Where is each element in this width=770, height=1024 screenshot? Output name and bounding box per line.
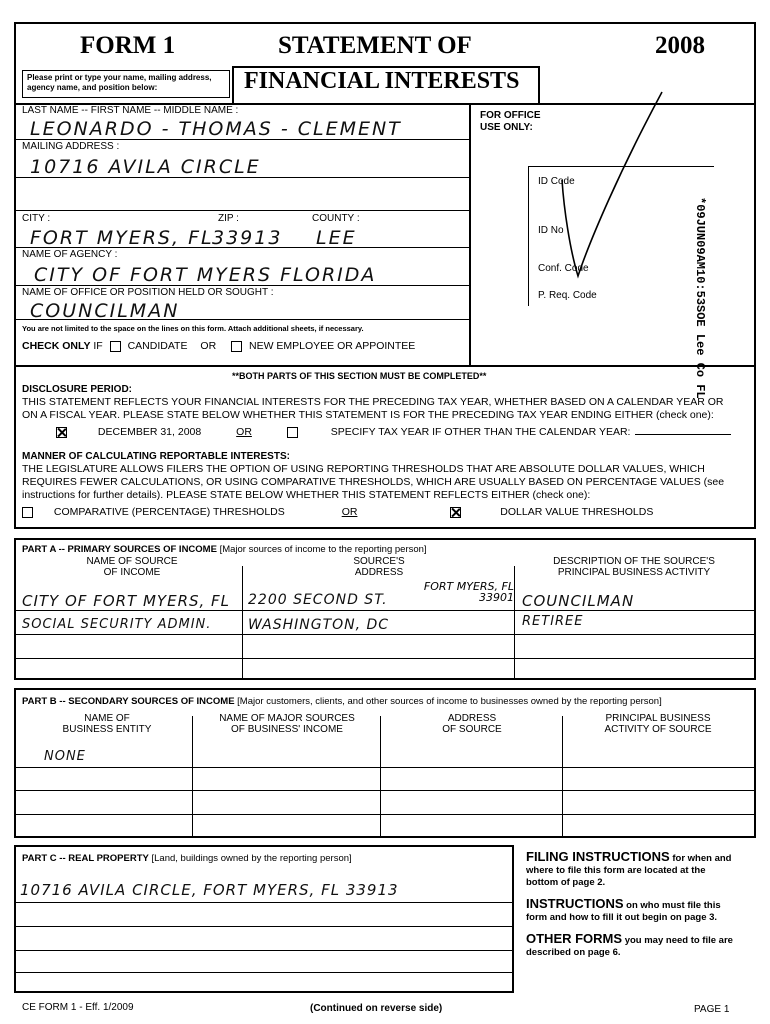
agency-line — [14, 285, 469, 286]
part-a-row-line-1 — [14, 610, 756, 611]
dollar-checkbox[interactable] — [450, 507, 461, 518]
limit-note: You are not limited to the space on the lines on this form. Attach additional sheets, if necessary. — [22, 324, 364, 333]
part-b-row-line-2 — [14, 790, 756, 791]
part-b-col3-head — [382, 713, 562, 735]
candidate-label: CANDIDATE — [127, 340, 188, 352]
specify-label: SPECIFY TAX YEAR IF OTHER THAN THE CALENDAR YEAR: — [330, 426, 631, 438]
footer-continued: (Continued on reverse side) — [310, 1003, 443, 1014]
new-employee-checkbox[interactable] — [231, 341, 242, 352]
name-line — [14, 139, 469, 140]
part-a-title-row — [22, 544, 427, 555]
other-text: you may need to file are described on page 6. — [526, 935, 733, 958]
part-b-col3-line1: ADDRESS — [447, 713, 497, 724]
part-c-line-2 — [14, 926, 514, 927]
part-a-col3-line2: PRINCIPAL BUSINESS ACTIVITY — [557, 567, 711, 578]
part-a-vline-1 — [242, 566, 243, 680]
part-b-col3-line2: OF SOURCE — [442, 724, 502, 735]
disclosure-period-title: DISCLOSURE PERIOD: — [22, 384, 133, 395]
city-value[interactable]: FORT MYERS, FL — [30, 227, 214, 249]
form-title-line1: STATEMENT OF — [278, 32, 472, 59]
other-head: OTHER FORMS — [526, 931, 623, 946]
part-a-col3-line1: DESCRIPTION OF THE SOURCE'S — [553, 556, 715, 567]
mailing-label: MAILING ADDRESS : — [22, 141, 120, 152]
instr-text: on who must file this form and how to fill it out begin on page 3. — [526, 900, 721, 923]
part-a-subtitle: [Major sources of income to the reporting person] — [219, 544, 427, 555]
part-a-row2-activity[interactable]: RETIREE — [522, 614, 584, 629]
method-text: THE LEGISLATURE ALLOWS FILERS THE OPTION OF USING REPORTING THRESHOLDS THAT ARE ABSOLUTE DOLLAR VALUES, WHICH REQUIRES FEWER CALCULATIONS, OR USING COMPARATIVE THRESHOLDS, WHICH ARE USUALLY BASED ON PERCENTAGE VALUES (see instructions for further details). PLEASE STATE BELOW WHETHER THIS STATEMENT REFLECTS EITHER (check one): — [22, 463, 725, 501]
specify-line[interactable] — [635, 434, 731, 435]
p-req-code-label: P. Req. Code — [538, 290, 597, 301]
footer-page: PAGE 1 — [694, 1004, 730, 1015]
check-if-label: IF — [93, 340, 103, 352]
check-only-row — [22, 340, 415, 352]
part-b-col1-head — [22, 713, 192, 735]
part-c-line-1 — [14, 902, 514, 903]
part-b-col4-line1: PRINCIPAL BUSINESS — [605, 713, 711, 724]
candidate-checkbox[interactable] — [110, 341, 121, 352]
part-b-col2-line2: OF BUSINESS' INCOME — [231, 724, 343, 735]
part-a-row-line-2 — [14, 634, 756, 635]
threshold-or-label: OR — [341, 506, 358, 518]
method-title: MANNER OF CALCULATING REPORTABLE INTERESTS: — [22, 451, 290, 462]
name-label: LAST NAME -- FIRST NAME -- MIDDLE NAME : — [22, 105, 239, 116]
part-a-row1-name[interactable]: CITY OF FORT MYERS, FL — [22, 592, 231, 610]
footer-form-id: CE FORM 1 - Eff. 1/2009 — [22, 1002, 134, 1013]
part-a-col3-head — [516, 556, 752, 578]
city-label: CITY : — [22, 213, 51, 224]
check-mark-signature — [550, 80, 670, 290]
part-a-row2-name[interactable]: SOCIAL SECURITY ADMIN. — [22, 617, 212, 632]
check-only-label: CHECK ONLY — [22, 340, 91, 352]
conf-code-label: Conf. Code — [538, 263, 589, 274]
part-a-row2-address[interactable]: WASHINGTON, DC — [248, 617, 390, 633]
part-b-col4-line2: ACTIVITY OF SOURCE — [604, 724, 712, 735]
december-checkbox[interactable] — [56, 427, 67, 438]
part-a-title: PART A -- PRIMARY SOURCES OF INCOME — [22, 544, 217, 555]
part-b-row-line-1 — [14, 767, 756, 768]
agency-value[interactable]: CITY OF FORT MYERS FLORIDA — [34, 264, 377, 286]
part-a-row1-activity[interactable]: COUNCILMAN — [522, 592, 635, 610]
part-a-col1-head — [22, 556, 242, 578]
part-c-line-3 — [14, 950, 514, 951]
id-code-label: ID Code — [538, 176, 575, 187]
check-or-label: OR — [200, 340, 217, 352]
zip-label: ZIP : — [218, 213, 239, 224]
disclosure-period-text: THIS STATEMENT REFLECTS YOUR FINANCIAL INTERESTS FOR THE PRECEDING TAX YEAR, WHETHER BASED ON A CALENDAR YEAR OR ON A FISCAL YEAR. PLEASE STATE BELOW WHETHER THIS STATEMENT IS FOR THE PRECEDING TAX YEAR ENDING EITHER (check one): — [22, 396, 724, 421]
new-employee-label: NEW EMPLOYEE OR APPOINTEE — [249, 340, 416, 352]
filing-instructions — [526, 851, 736, 889]
other-forms — [526, 933, 736, 959]
zip-value[interactable]: 33913 — [212, 227, 283, 249]
part-b-title-row — [22, 696, 662, 707]
instructions-panel — [526, 851, 736, 959]
part-b-vline-2 — [380, 716, 381, 838]
office-use-label-1: FOR OFFICE — [480, 110, 541, 121]
part-a-row1-address2[interactable]: FORT MYERS, FL 33901 — [423, 580, 514, 604]
id-no-label: ID No — [538, 225, 564, 236]
specify-checkbox[interactable] — [287, 427, 298, 438]
part-b-col2-line1: NAME OF MAJOR SOURCES — [219, 713, 355, 724]
part-c-title-row — [22, 853, 352, 864]
form-title-line2: FINANCIAL INTERESTS — [244, 68, 520, 94]
filing-text: for when and where to file this form are located at the bottom of page 2. — [526, 853, 732, 888]
dollar-label: DOLLAR VALUE THRESHOLDS — [500, 506, 654, 518]
part-b-title: PART B -- SECONDARY SOURCES OF INCOME — [22, 696, 235, 707]
part-b-col1-line2: BUSINESS ENTITY — [62, 724, 152, 735]
part-a-row1-address[interactable]: 2200 SECOND ST. — [248, 592, 388, 608]
tax-or-label: OR — [236, 426, 252, 438]
city-line — [14, 247, 469, 248]
form-year: 2008 — [655, 32, 705, 59]
mailing-line — [14, 177, 469, 178]
office-label: NAME OF OFFICE OR POSITION HELD OR SOUGHT : — [22, 287, 274, 298]
part-c-title: PART C -- REAL PROPERTY — [22, 853, 149, 864]
part-a-vline-2 — [514, 566, 515, 680]
part-b-entry[interactable]: NONE — [44, 749, 86, 764]
instr-head: INSTRUCTIONS — [526, 896, 624, 911]
tax-year-row — [56, 426, 731, 438]
instruction-note: Please print or type your name, mailing address, agency name, and position below: — [27, 73, 212, 92]
part-a-row-line-3 — [14, 658, 756, 659]
instructions-block — [526, 898, 736, 924]
december-label: DECEMBER 31, 2008 — [97, 426, 202, 438]
part-c-subtitle: [Land, buildings owned by the reporting person] — [151, 853, 352, 864]
part-a-col2-line1: SOURCE'S — [353, 556, 405, 567]
filing-head: FILING INSTRUCTIONS — [526, 849, 670, 864]
mailing-value[interactable]: 10716 AVILA CIRCLE — [30, 156, 261, 178]
office-use-label-2: USE ONLY: — [480, 122, 533, 133]
part-c-line-4 — [14, 972, 514, 973]
part-b-subtitle: [Major customers, clients, and other sources of income to businesses owned by the reporting person] — [237, 696, 662, 707]
instruction-note-box — [22, 70, 230, 98]
part-a-col2-head — [244, 556, 514, 578]
comparative-label: COMPARATIVE (PERCENTAGE) THRESHOLDS — [53, 506, 285, 518]
part-a-col2-line2: ADDRESS — [354, 567, 404, 578]
part-c-entry[interactable]: 10716 AVILA CIRCLE, FORT MYERS, FL 33913 — [20, 881, 399, 899]
part-b-col2-head — [194, 713, 380, 735]
part-b-col4-head — [564, 713, 752, 735]
part-b-vline-3 — [562, 716, 563, 838]
part-b-col1-line1: NAME OF — [84, 713, 130, 724]
comparative-checkbox[interactable] — [22, 507, 33, 518]
part-a-col1-line1: NAME OF SOURCE — [86, 556, 178, 567]
mailing-line-2 — [14, 210, 469, 211]
office-value[interactable]: COUNCILMAN — [30, 300, 180, 322]
received-stamp: *09JUN09AM10:53SOE Lee Co FL — [693, 197, 707, 399]
form-number: FORM 1 — [80, 32, 176, 59]
part-c-box — [14, 845, 514, 993]
county-value[interactable]: LEE — [316, 227, 357, 249]
filer-right-border — [469, 103, 471, 367]
part-b-vline-1 — [192, 716, 193, 838]
office-use-vrule — [528, 166, 529, 306]
office-line — [14, 319, 469, 320]
threshold-row — [22, 506, 653, 518]
county-label: COUNTY : — [312, 213, 360, 224]
both-parts-note: **BOTH PARTS OF THIS SECTION MUST BE COMPLETED** — [232, 371, 487, 381]
name-value[interactable]: LEONARDO - THOMAS - CLEMENT — [30, 118, 402, 140]
part-b-box — [14, 688, 756, 838]
part-a-col1-line2: OF INCOME — [103, 567, 161, 578]
agency-label: NAME OF AGENCY : — [22, 249, 118, 260]
part-b-row-line-3 — [14, 814, 756, 815]
